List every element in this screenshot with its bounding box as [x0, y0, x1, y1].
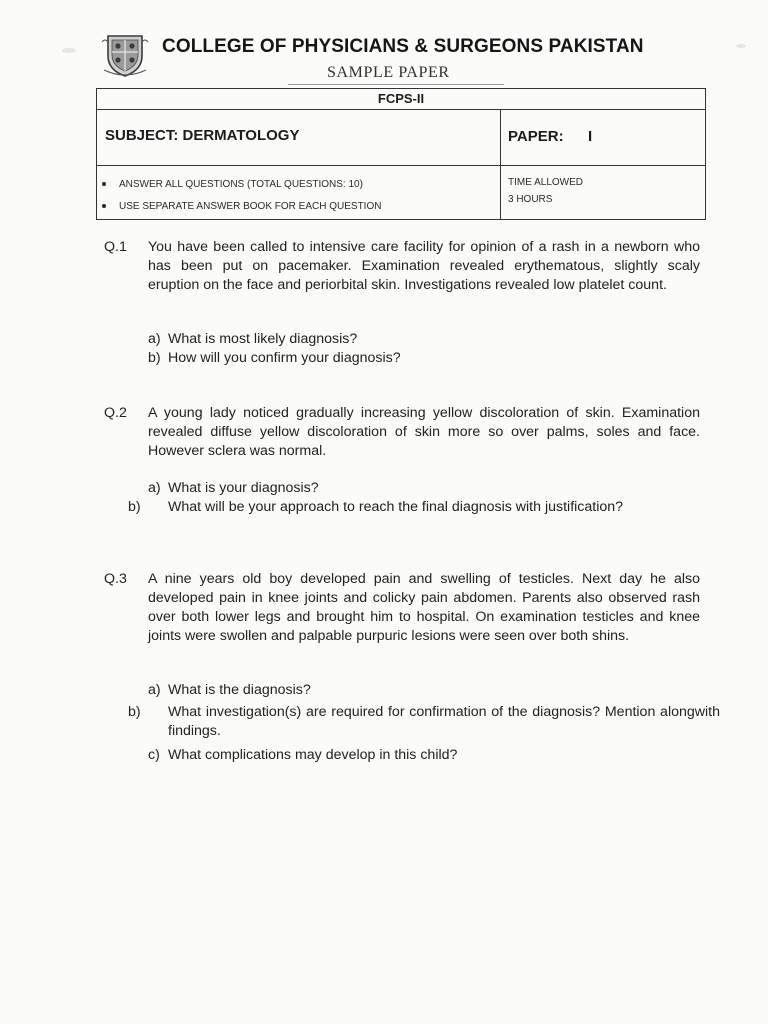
- part-text: What will be your approach to reach the final diagnosis with justification?: [168, 499, 624, 515]
- part-text: What is your diagnosis?: [168, 480, 319, 496]
- scan-smudge: [62, 48, 76, 53]
- table-divider: [500, 109, 501, 220]
- question-text: You have been called to intensive care facility for opinion of a rash in a newborn who has been put on pacemaker. Examination revealed erythematous, slightly scaly eruption on the face and periorbital skin. Investigations revealed low platelet count.: [148, 239, 700, 293]
- question-number: Q.3: [104, 571, 127, 587]
- bullet-icon: [102, 182, 106, 186]
- question-text: A young lady noticed gradually increasing yellow discoloration of skin. Examination revealed diffuse yellow discoloration of skin more so over palms, soles and face. However sclera was normal.: [148, 405, 700, 459]
- paper-number: I: [588, 128, 593, 145]
- subject-label: SUBJECT: DERMATOLOGY: [105, 127, 300, 144]
- question-number: Q.2: [104, 405, 127, 421]
- part-text: What investigation(s) are required for confirmation of the diagnosis? Mention alongwith findings.: [168, 704, 720, 739]
- subject-row: [97, 109, 705, 166]
- part-label: a): [148, 331, 161, 347]
- institution-name: COLLEGE OF PHYSICIANS & SURGEONS PAKISTAN: [162, 36, 644, 57]
- part-text: What is the diagnosis?: [168, 682, 311, 698]
- part-text: How will you confirm your diagnosis?: [168, 350, 401, 366]
- part-label: b): [128, 704, 141, 720]
- question-part: [128, 703, 720, 741]
- heading-underline: [288, 84, 504, 85]
- exam-header-table: [96, 88, 706, 220]
- part-label: a): [148, 480, 161, 496]
- exam-title: FCPS-II: [97, 89, 705, 110]
- scan-smudge: [736, 44, 746, 48]
- question-part: [148, 349, 700, 368]
- bullet-icon: [102, 204, 106, 208]
- question-1: [104, 238, 700, 378]
- question-text: A nine years old boy developed pain and swelling of testicles. Next day he also developed pain in knee joints and colicky pain abdomen. Parents also observed rash over both lower legs and brought him to hospital. On examination testicles and knee joints were swollen and palpable purpuric lesions were seen over both shins.: [148, 571, 700, 644]
- instruction-item: ANSWER ALL QUESTIONS (TOTAL QUESTIONS: 10): [102, 179, 363, 190]
- college-crest-logo: [100, 30, 150, 78]
- part-label: c): [148, 747, 160, 763]
- part-text: What is most likely diagnosis?: [168, 331, 358, 347]
- question-2: [104, 404, 700, 544]
- question-part: [148, 330, 700, 349]
- time-allowed-label: TIME ALLOWED: [508, 177, 584, 188]
- question-part: [148, 479, 700, 498]
- question-part: [148, 681, 700, 700]
- part-label: b): [128, 499, 141, 515]
- part-label: a): [148, 682, 161, 698]
- question-part: [128, 498, 720, 517]
- instruction-item: USE SEPARATE ANSWER BOOK FOR EACH QUESTION: [102, 201, 381, 212]
- paper-type-heading: SAMPLE PAPER: [327, 64, 450, 81]
- part-label: b): [148, 350, 161, 366]
- time-allowed-value: 3 HOURS: [508, 194, 553, 205]
- question-number: Q.1: [104, 239, 127, 255]
- question-part: [148, 746, 700, 765]
- part-text: What complications may develop in this child?: [168, 747, 458, 763]
- paper-label: PAPER:: [508, 128, 564, 145]
- question-3: [104, 570, 720, 770]
